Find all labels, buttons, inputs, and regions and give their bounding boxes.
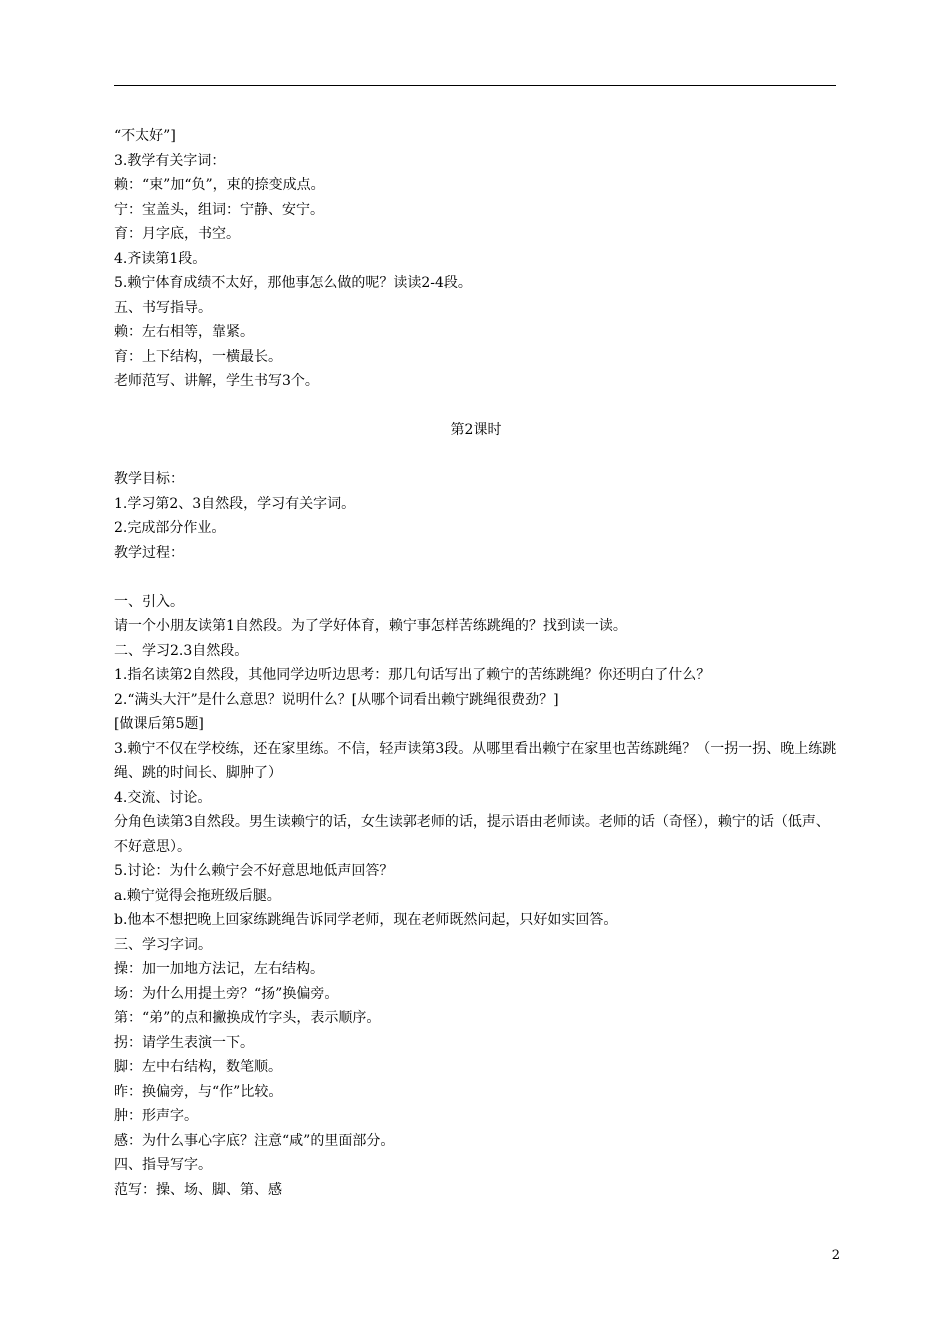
text-line: 肿：形声字。 (114, 1108, 198, 1124)
text-line: 4.交流、讨论。 (114, 789, 212, 806)
text-line: 2.“满头大汗”是什么意思？说明什么？[从哪个词看出赖宁跳绳很费劲？] (114, 691, 559, 708)
text-line: 五、书写指导。 (114, 299, 212, 316)
text-line: 场：为什么用提土旁？“扬”换偏旁。 (114, 985, 339, 1002)
text-line: 宁：宝盖头，组词：宁静、安宁。 (114, 201, 324, 218)
text-line: 5.赖宁体育成绩不太好，那他事怎么做的呢？读读2-4段。 (114, 275, 472, 291)
text-line: 2.完成部分作业。 (114, 520, 226, 536)
text-line: a.赖宁觉得会拖班级后腿。 (114, 887, 281, 904)
text-line: 1.学习第2、3自然段，学习有关字词。 (114, 495, 356, 512)
text-line: 四、指导写字。 (114, 1157, 212, 1173)
text-line: 范写：操、场、脚、第、感 (114, 1181, 282, 1198)
text-line: 脚：左中右结构，数笔顺。 (114, 1059, 282, 1075)
text-line: 5.讨论：为什么赖宁会不好意思地低声回答？ (114, 863, 394, 879)
text-line: 赖：“束”加“负”，束的捺变成点。 (114, 177, 325, 193)
document-body (114, 124, 838, 1202)
text-line: b.他本不想把晚上回家练跳绳告诉同学老师，现在老师既然问起，只好如实回答。 (114, 912, 618, 928)
text-line: 育：月字底，书空。 (114, 226, 240, 242)
text-line: 一、引入。 (114, 593, 184, 610)
text-line: 第2课时 (450, 422, 502, 438)
text-line: 拐：请学生表演一下。 (114, 1034, 254, 1051)
text-line: 教学目标： (114, 471, 184, 487)
text-line: 老师范写、讲解，学生书写3个。 (114, 373, 319, 389)
text-line: 3.教学有关字词： (114, 152, 226, 169)
text-line: 赖：左右相等，靠紧。 (114, 324, 254, 340)
text-line: 4.齐读第1段。 (114, 250, 207, 267)
page-number: 2 (831, 1248, 840, 1263)
text-line: 育：上下结构，一横最长。 (114, 348, 282, 365)
text-line: 第：“弟”的点和撇换成竹字头，表示顺序。 (114, 1010, 381, 1026)
header-rule (114, 85, 836, 86)
text-line: 昨：换偏旁，与“作”比较。 (114, 1083, 283, 1100)
text-line: 感：为什么事心字底？注意“咸”的里面部分。 (114, 1132, 395, 1149)
text-line: 操：加一加地方法记，左右结构。 (114, 961, 324, 977)
blank-line (114, 443, 838, 468)
text-line: 三、学习字词。 (114, 936, 212, 953)
blank-line (114, 394, 838, 419)
text-line: “不太好”] (114, 128, 176, 144)
text-line: [做课后第5题] (114, 716, 204, 732)
text-line: 教学过程： (114, 544, 184, 561)
text-line: 二、学习2.3自然段。 (114, 642, 249, 659)
blank-line (114, 565, 838, 590)
text-line: 1.指名读第2自然段，其他同学边听边思考：那几句话写出了赖宁的苦练跳绳？你还明白了什么？ (114, 667, 711, 683)
text-line: 3.赖宁不仅在学校练，还在家里练。不信，轻声读第3段。从哪里看出赖宁在家里也苦练跳绳？（一拐一拐、晚上练跳绳、跳的时间长、脚肿了） (114, 740, 837, 781)
text-line: 分角色读第3自然段。男生读赖宁的话，女生读郭老师的话，提示语由老师读。老师的话（奇怪），赖宁的话（低声、不好意思）。 (114, 814, 830, 855)
text-line: 请一个小朋友读第1自然段。为了学好体育，赖宁事怎样苦练跳绳的？找到读一读。 (114, 618, 627, 634)
